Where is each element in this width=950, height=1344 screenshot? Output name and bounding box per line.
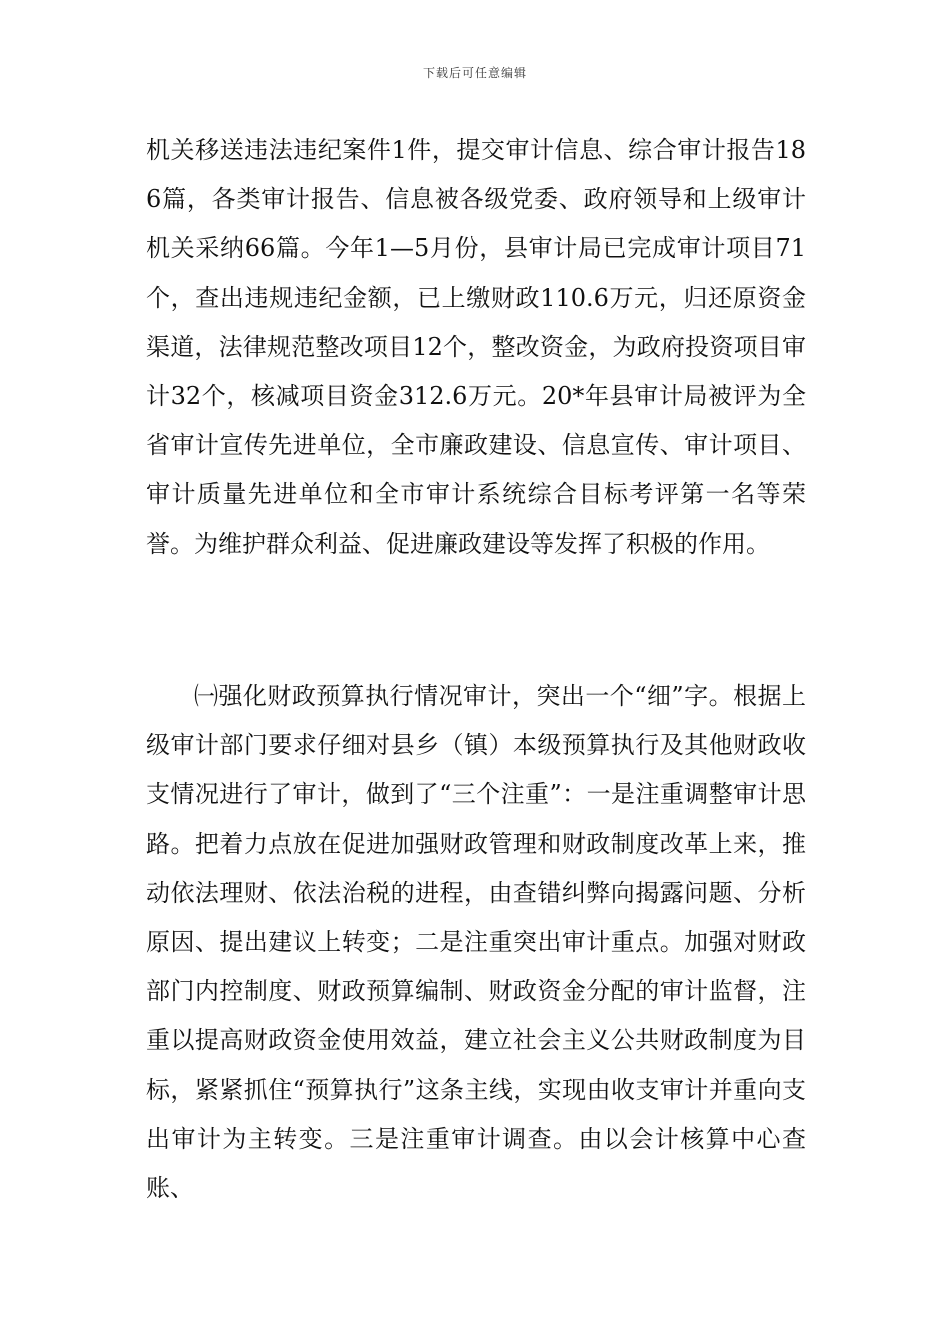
paragraph-audit-results: 机关移送违法违纪案件1件，提交审计信息、综合审计报告186篇，各类审计报告、信息被各级党委、政府领导和上级审计机关采纳66篇。今年1—5月份，县审计局已完成审计项目71个，查出违规违纪金额，已上缴财政110.6万元，归还原资金渠道，法律规范整改项目12个，整改资金，为政府投资项目审计32个，核减项目资金312.6万元。20*年县审计局被评为全省审计宣传先进单位，全市廉政建设、信息宣传、审计项目、审计质量先进单位和全市审计系统综合目标考评第一名等荣誉。为维护群众利益、促进廉政建设等发挥了积极的作用。 [146,136,806,558]
page-header: 下载后可任意编辑 [422,66,527,80]
paragraph-budget-audit: ㈠强化财政预算执行情况审计，突出一个“细”字。根据上级审计部门要求仔细对县乡（镇）本级预算执行及其他财政收支情况进行了审计，做到了“三个注重”：一是注重调整审计思路。把着力点放在促进加强财政管理和财政制度改革上来，推动依法理财、依法治税的进程，由查错纠弊向揭露问题、分析原因、提出建议上转变；二是注重突出审计重点。加强对财政部门内控制度、财政预算编制、财政资金分配的审计监督，注重以提高财政资金使用效益，建立社会主义公共财政制度为目标，紧紧抓住“预算执行”这条主线，实现由收支审计并重向支出审计为主转变。三是注重审计调查。由以会计核算中心查账、 [146,682,806,1203]
